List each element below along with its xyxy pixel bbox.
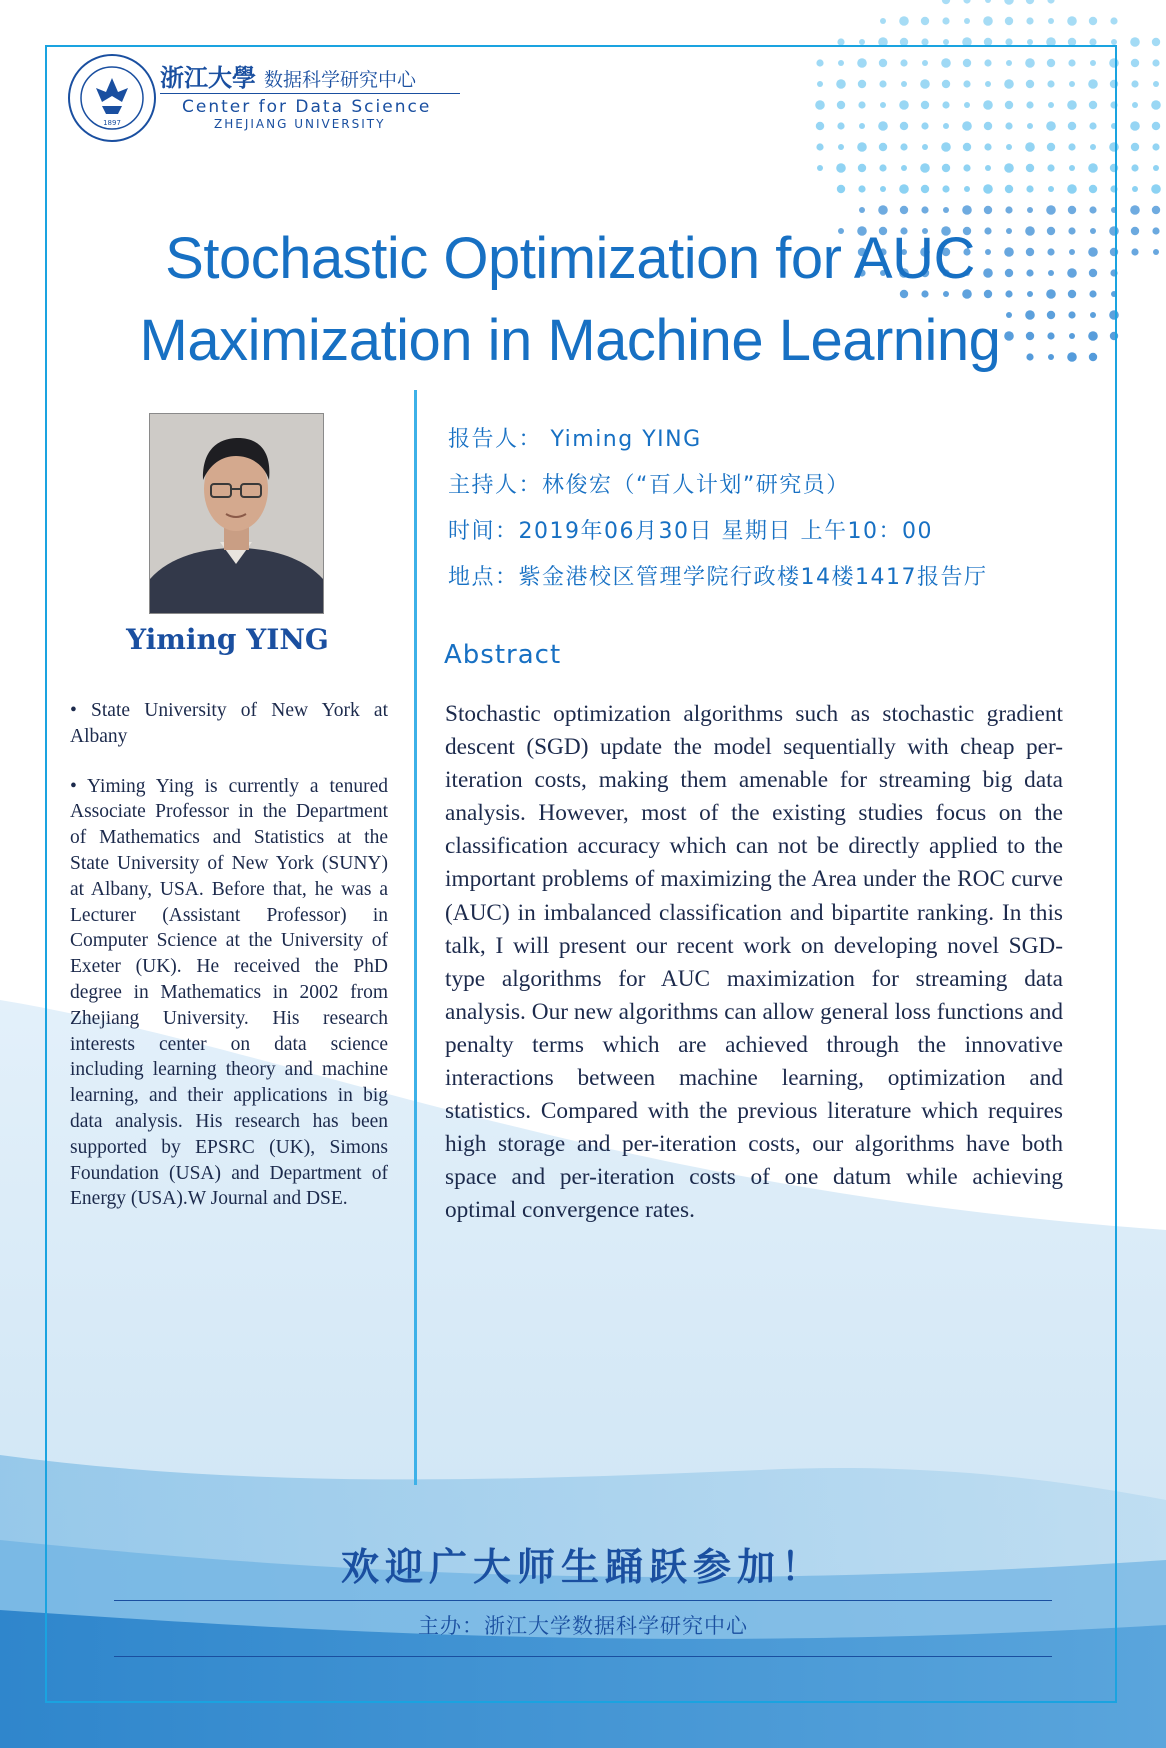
map-dot <box>1152 143 1159 150</box>
map-dot <box>1047 0 1054 4</box>
map-dot <box>1048 18 1054 24</box>
map-dot <box>899 16 909 26</box>
map-dot <box>1152 59 1159 66</box>
column-divider <box>414 390 417 1485</box>
org-divider <box>160 93 460 94</box>
abstract-text: Stochastic optimization algorithms such as stochastic gradient descent (SGD) update the model sequentially with cheap per-iteration costs, making them amenable for streaming big data analysis. However, most of the existing studies focus on the classification accuracy which can not be directly applied to the important problems of maximizing the Area under the ROC curve (AUC) in imbalanced classification and bipartite ranking. In this talk, I will present our recent work on developing novel SGD-type algorithms for AUC maximization for streaming data analysis. Our new algorithms can allow general loss functions and penalty terms which are achieved through the innovative interactions between machine learning, optimization and statistics. Compared with the previous literature which requires high storage and per-iteration costs, our algorithms have both space and per-iteration costs of one datum while achieving optimal convergence rates. <box>445 701 1063 1224</box>
map-dot <box>1131 227 1139 235</box>
speaker-name: Yiming YING <box>126 623 329 656</box>
map-dot <box>942 0 950 4</box>
org-cn-sub: 数据科学研究中心 <box>264 69 417 91</box>
map-dot <box>1130 121 1140 131</box>
speaker-portrait-image <box>150 414 323 613</box>
talk-title-line1: Stochastic Optimization for AUC <box>165 226 975 291</box>
map-dot <box>1151 100 1161 110</box>
map-dot <box>963 0 970 4</box>
map-dot <box>1153 81 1159 87</box>
speaker-affiliation: • State University of New York at Albany <box>70 700 388 747</box>
map-dot <box>1152 38 1160 46</box>
map-dot <box>1131 143 1139 151</box>
map-dot <box>921 17 929 25</box>
org-name-cn <box>160 58 416 93</box>
info-speaker: 报告人： Yiming YING <box>448 427 702 452</box>
abstract-heading: Abstract <box>444 640 562 670</box>
org-university-en: ZHEJIANG UNIVERSITY <box>214 117 386 131</box>
map-dot <box>1132 102 1138 108</box>
welcome-banner: 欢迎广大师生踊跃参加！ <box>340 1545 825 1589</box>
map-dot <box>1026 17 1033 24</box>
map-dot <box>1153 249 1159 255</box>
map-dot <box>1131 164 1138 171</box>
map-dot <box>1005 17 1013 25</box>
footer-rule-top <box>114 1600 1052 1601</box>
map-dot <box>1131 80 1138 87</box>
speaker-bio <box>70 698 388 1236</box>
map-dot <box>1152 227 1159 234</box>
map-dot <box>1153 165 1159 171</box>
map-dot <box>983 16 993 26</box>
map-dot <box>1151 184 1161 194</box>
map-dot <box>964 18 970 24</box>
map-dot <box>1130 37 1140 47</box>
map-dot <box>1131 248 1138 255</box>
map-dot <box>1026 0 1034 4</box>
map-dot <box>942 17 949 24</box>
organizer-line: 主办：浙江大学数据科学研究中心 <box>418 1614 748 1638</box>
map-dot <box>880 18 886 24</box>
talk-title <box>70 218 1070 382</box>
map-dot <box>1131 59 1139 67</box>
map-dot <box>985 0 991 3</box>
org-cn-main: 浙江大學 <box>160 64 256 92</box>
map-dot <box>1004 0 1014 5</box>
map-dot <box>1067 16 1077 26</box>
map-dot <box>1152 206 1160 214</box>
footer-rule-bottom <box>114 1656 1052 1657</box>
talk-title-line2: Maximization in Machine Learning <box>139 308 1001 373</box>
speaker-photo <box>150 414 323 613</box>
map-dot <box>1132 186 1138 192</box>
info-place: 地点：紫金港校区管理学院行政楼14楼1417报告厅 <box>448 565 988 590</box>
speaker-bio-text: • Yiming Ying is currently a tenured Associate Professor in the Department of Mathematics and Statistics at the State University of New York (SUNY) at Albany, USA. Before that, he was a Lecturer (Assistant Professor) in Computer Science at the University of Exeter (UK). He received the PhD degree in Mathematics in 2002 from Zhejiang University. His research interests center on data science including learning theory and machine learning, and their applications in big data analysis. His research has been supported by EPSRC (UK), Simons Foundation (USA) and Department of Energy (USA).W Journal and DSE. <box>70 775 388 1210</box>
svg-text:1897: 1897 <box>103 119 121 127</box>
map-dot <box>1089 17 1097 25</box>
map-dot <box>1110 17 1117 24</box>
info-host: 主持人：林俊宏（“百人计划”研究员） <box>448 473 850 498</box>
org-name-en: Center for Data Science <box>182 97 432 117</box>
zju-seal-icon <box>66 52 158 144</box>
map-dot <box>1130 205 1140 215</box>
map-dot <box>1152 122 1160 130</box>
info-time: 时间：2019年06月30日 星期日 上午10：00 <box>448 519 933 544</box>
